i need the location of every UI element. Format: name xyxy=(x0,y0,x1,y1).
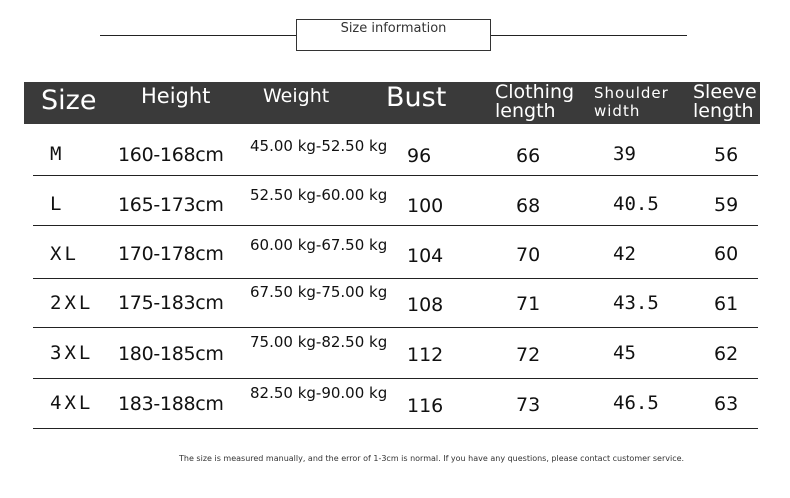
cell-shoulder-width: 42 xyxy=(613,243,636,265)
cell-weight: 45.00 kg-52.50 kg xyxy=(250,137,388,155)
cell-bust: 96 xyxy=(407,145,432,167)
cell-clothing-length: 73 xyxy=(516,394,541,416)
header-bust: Bust xyxy=(386,82,447,113)
cell-shoulder-width: 39 xyxy=(613,143,636,165)
row-divider xyxy=(33,327,758,328)
cell-bust: 108 xyxy=(407,294,444,316)
cell-shoulder-width: 40.5 xyxy=(613,193,659,215)
cell-weight: 67.50 kg-75.00 kg xyxy=(250,283,388,301)
cell-clothing-length: 70 xyxy=(516,244,541,266)
cell-shoulder-width: 46.5 xyxy=(613,392,659,414)
header-clothing-length-line1: Clothing xyxy=(495,81,575,103)
cell-clothing-length: 72 xyxy=(516,344,541,366)
cell-sleeve-length: 62 xyxy=(714,343,739,365)
cell-height: 175-183cm xyxy=(118,292,224,314)
cell-sleeve-length: 59 xyxy=(714,194,739,216)
header-sleeve-length-line2: length xyxy=(693,100,754,122)
cell-weight: 75.00 kg-82.50 kg xyxy=(250,333,388,351)
header-clothing-length-line2: length xyxy=(495,100,556,122)
cell-bust: 104 xyxy=(407,245,444,267)
row-divider xyxy=(33,378,758,379)
page-title: Size information xyxy=(340,21,447,36)
cell-sleeve-length: 63 xyxy=(714,393,739,415)
row-divider xyxy=(33,225,758,226)
cell-height: 183-188cm xyxy=(118,393,224,415)
cell-size: 4XL xyxy=(50,392,94,414)
cell-shoulder-width: 43.5 xyxy=(613,292,659,314)
cell-bust: 116 xyxy=(407,395,444,417)
header-shoulder-width-line2: width xyxy=(594,102,641,120)
header-sleeve-length-line1: Sleeve xyxy=(693,81,757,103)
cell-weight: 52.50 kg-60.00 kg xyxy=(250,186,388,204)
cell-shoulder-width: 45 xyxy=(613,342,636,364)
cell-weight: 82.50 kg-90.00 kg xyxy=(250,384,388,402)
cell-bust: 100 xyxy=(407,195,444,217)
title-rule-left xyxy=(100,35,296,36)
cell-height: 160-168cm xyxy=(118,144,224,166)
cell-size: 3XL xyxy=(50,342,94,364)
row-divider xyxy=(33,428,758,429)
cell-height: 180-185cm xyxy=(118,343,224,365)
cell-size: 2XL xyxy=(50,292,94,314)
cell-bust: 112 xyxy=(407,344,444,366)
cell-height: 165-173cm xyxy=(118,194,224,216)
cell-size: XL xyxy=(50,243,79,265)
row-divider xyxy=(33,175,758,176)
table-header xyxy=(24,82,760,124)
cell-clothing-length: 66 xyxy=(516,145,541,167)
cell-clothing-length: 71 xyxy=(516,293,541,315)
footnote: The size is measured manually, and the error of 1-3cm is normal. If you have any questions, please contact customer service. xyxy=(179,454,685,463)
cell-sleeve-length: 61 xyxy=(714,293,739,315)
title-box xyxy=(296,19,491,51)
title-rule-right xyxy=(491,35,687,36)
cell-size: L xyxy=(50,193,65,215)
cell-size: M xyxy=(50,143,65,165)
cell-sleeve-length: 60 xyxy=(714,243,739,265)
header-size: Size xyxy=(41,85,97,116)
row-divider xyxy=(33,278,758,279)
cell-height: 170-178cm xyxy=(118,243,224,265)
cell-sleeve-length: 56 xyxy=(714,144,739,166)
header-height: Height xyxy=(141,84,211,108)
cell-weight: 60.00 kg-67.50 kg xyxy=(250,236,388,254)
header-shoulder-width-line1: Shoulder xyxy=(594,84,669,102)
header-weight: Weight xyxy=(263,85,330,107)
cell-clothing-length: 68 xyxy=(516,195,541,217)
